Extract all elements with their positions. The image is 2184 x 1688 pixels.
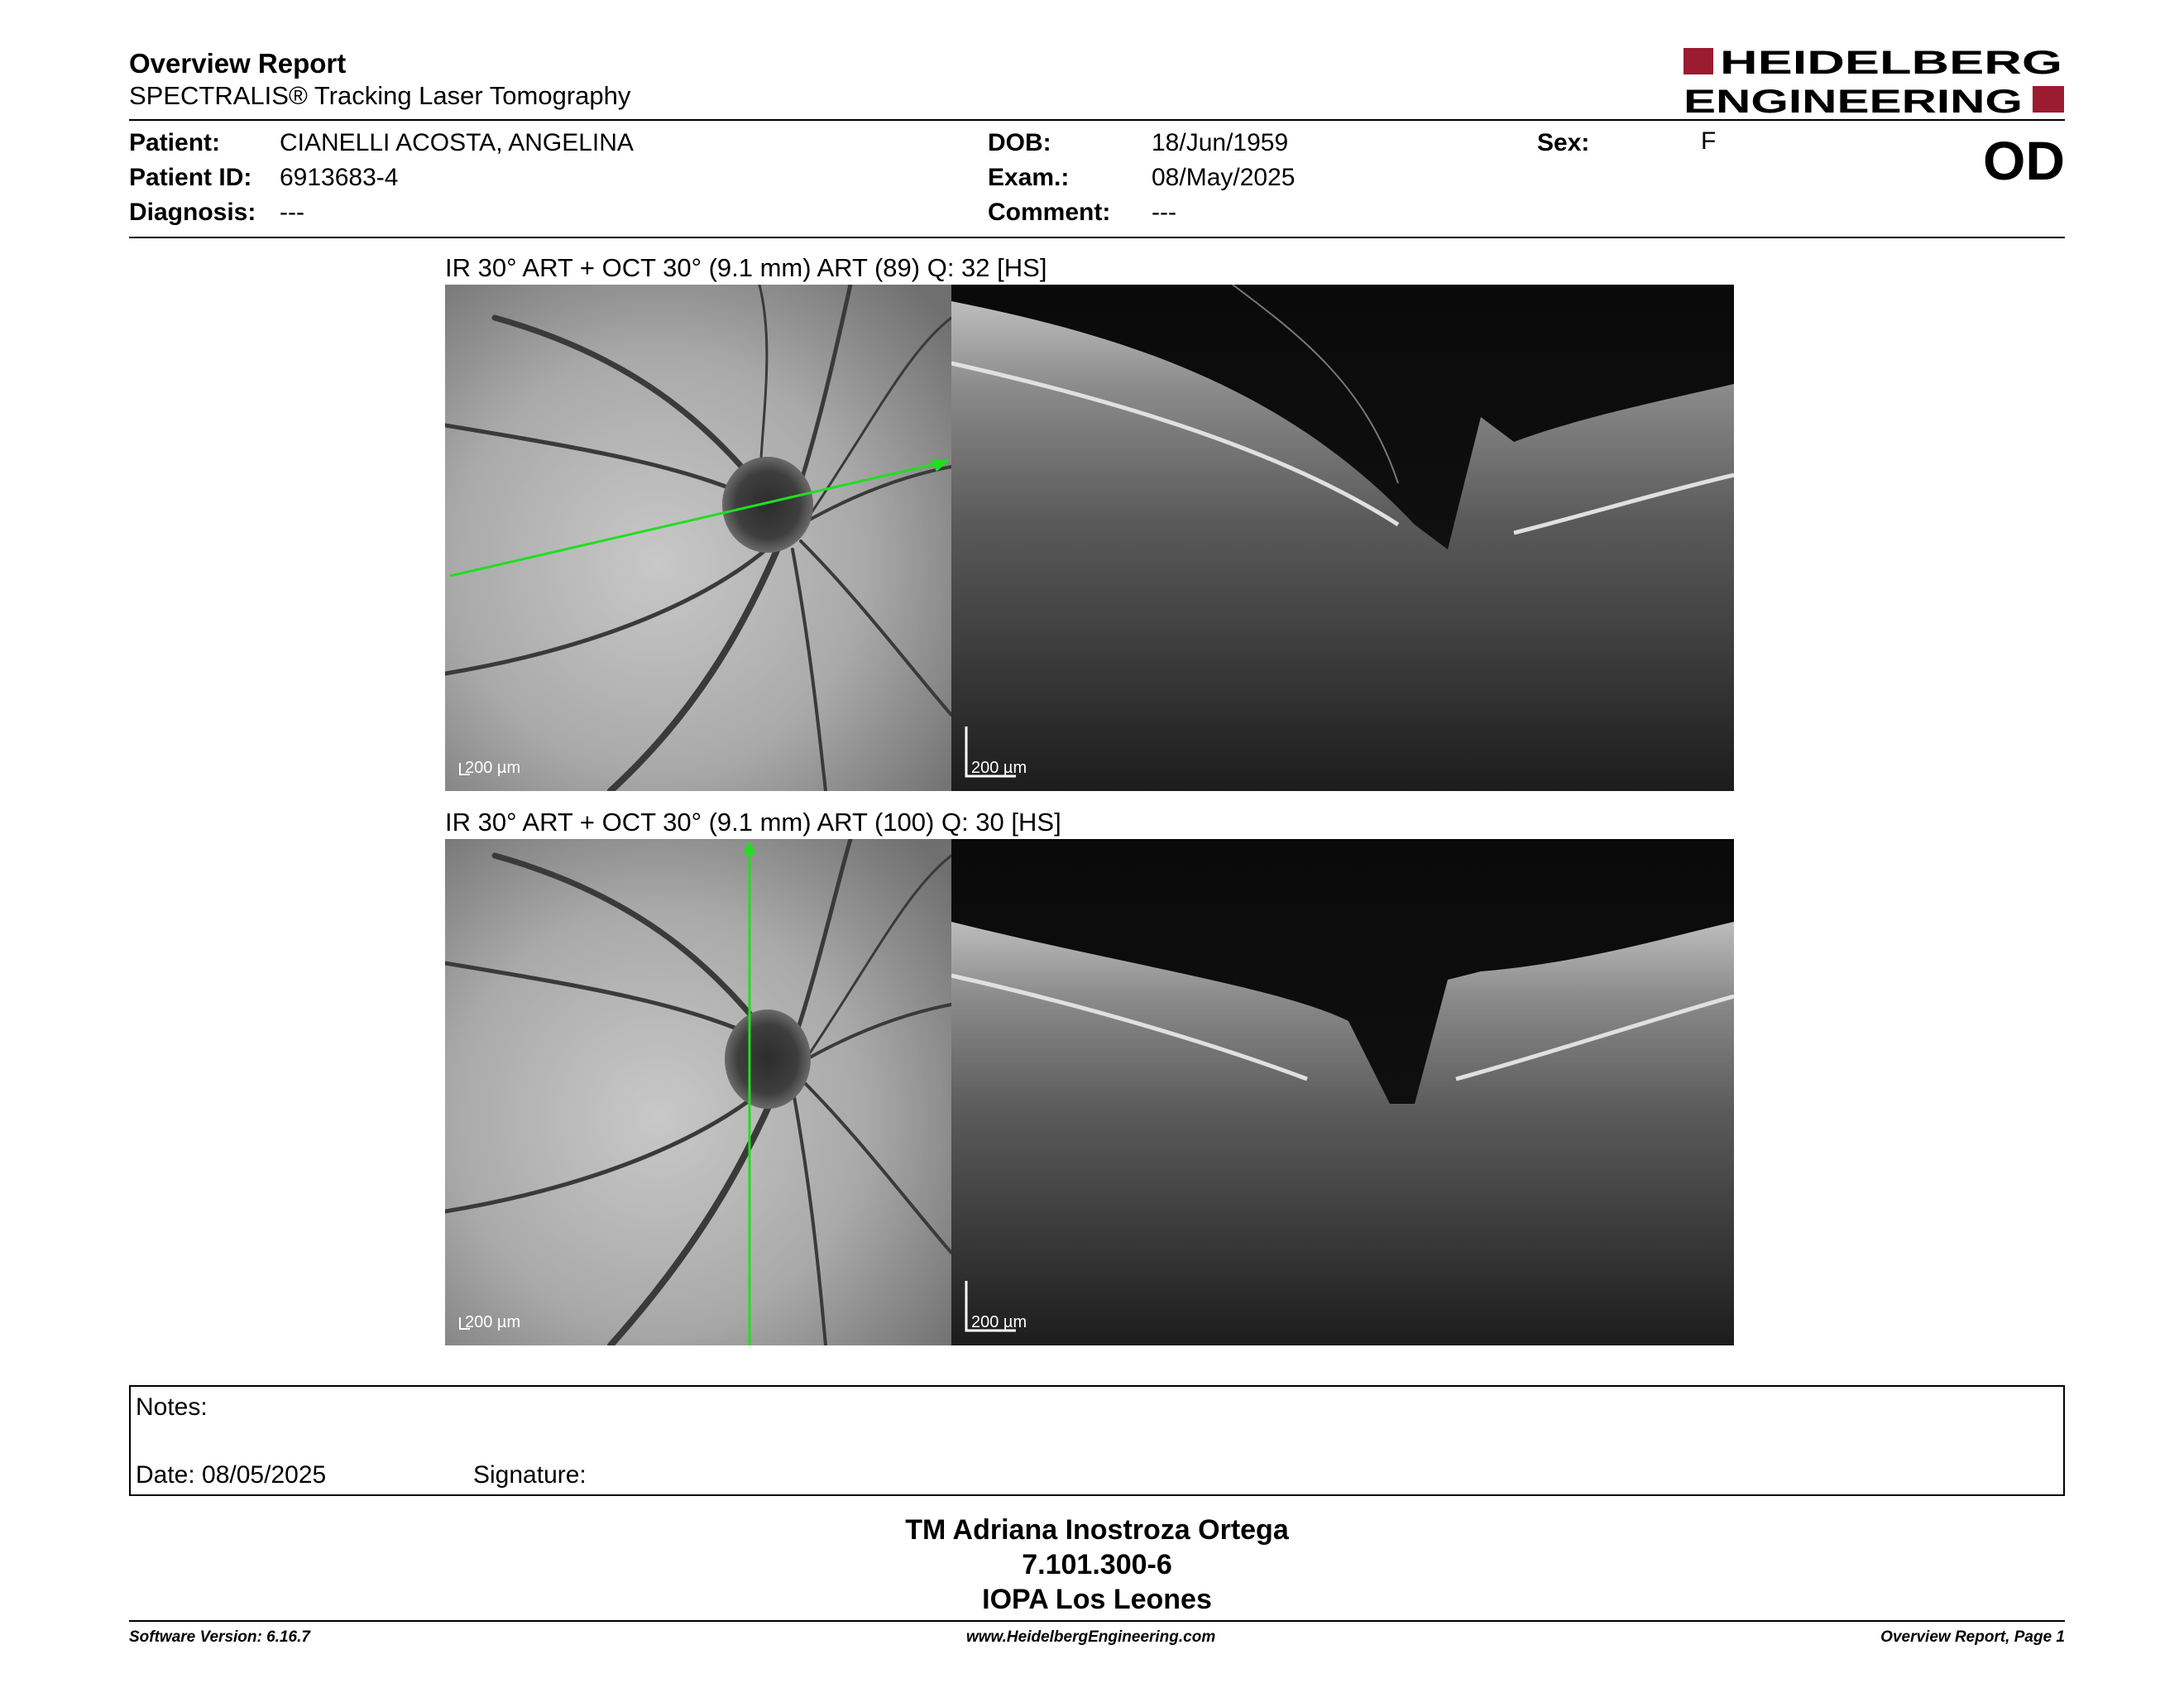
- signer-id: 7.101.300-6: [1022, 1549, 1172, 1580]
- optic-disc: [725, 1009, 811, 1109]
- footer-rule: [129, 1620, 2065, 1622]
- signer-org: IOPA Los Leones: [982, 1584, 1212, 1615]
- header-rule: [129, 119, 2065, 121]
- optic-disc: [722, 457, 813, 553]
- comment-value: ---: [1152, 199, 1176, 226]
- sex-value: F: [1701, 127, 1717, 155]
- eye-indicator: OD: [1983, 130, 2065, 191]
- logo-line-1: HEIDELBERG: [1720, 46, 2062, 81]
- patient-id: 6913683-4: [280, 164, 399, 191]
- patient-id-label: Patient ID:: [129, 164, 252, 191]
- diagnosis-label: Diagnosis:: [129, 199, 256, 226]
- scan-1-oct-image: [951, 285, 1734, 791]
- fundus-background: [445, 285, 951, 791]
- scan-2-fundus-scale: 200 µm: [465, 1313, 521, 1331]
- scan-1-caption: IR 30° ART + OCT 30° (9.1 mm) ART (89) Q: 32 [HS]: [445, 253, 1047, 282]
- scan-1-fundus-image: [445, 285, 951, 791]
- fundus-background: [445, 839, 951, 1345]
- report-subtitle: SPECTRALIS® Tracking Laser Tomography: [129, 81, 631, 110]
- footer-page: Overview Report, Page 1: [1880, 1628, 2065, 1646]
- signer-name: TM Adriana Inostroza Ortega: [905, 1514, 1289, 1546]
- scan-2-caption: IR 30° ART + OCT 30° (9.1 mm) ART (100) Q: 30 [HS]: [445, 808, 1061, 837]
- sex-label: Sex:: [1537, 129, 1590, 156]
- diagnosis-value: ---: [280, 199, 304, 226]
- exam-value: 08/May/2025: [1152, 164, 1296, 191]
- notes-box[interactable]: [129, 1385, 2065, 1496]
- dob-value: 18/Jun/1959: [1152, 129, 1289, 156]
- footer-software-version: Software Version: 6.16.7: [129, 1628, 310, 1646]
- patient-name: CIANELLI ACOSTA, ANGELINA: [280, 129, 634, 156]
- logo-square-top: [1684, 48, 1713, 74]
- scan-2-fundus-image: [445, 839, 951, 1345]
- footer-website[interactable]: www.HeidelbergEngineering.com: [966, 1628, 1216, 1646]
- comment-label: Comment:: [988, 199, 1111, 226]
- scan-1-oct-scale: 200 µm: [971, 759, 1027, 777]
- exam-label: Exam.:: [988, 164, 1070, 191]
- dob-label: DOB:: [988, 129, 1051, 156]
- patient-rule: [129, 237, 2065, 238]
- patient-label: Patient:: [129, 129, 221, 156]
- scan-2-oct-scale: 200 µm: [971, 1313, 1027, 1331]
- logo-line-2: ENGINEERING: [1684, 84, 2023, 116]
- notes-label: Notes:: [136, 1393, 208, 1421]
- heidelberg-logo: [1684, 46, 2064, 116]
- scan-2-oct-image: [951, 839, 1734, 1345]
- scan-1-fundus-scale: 200 µm: [465, 759, 521, 777]
- logo-square-bottom: [2033, 86, 2064, 113]
- notes-date: Date: 08/05/2025: [136, 1461, 327, 1489]
- report-title: Overview Report: [129, 48, 347, 79]
- signature-label: Signature:: [473, 1461, 587, 1489]
